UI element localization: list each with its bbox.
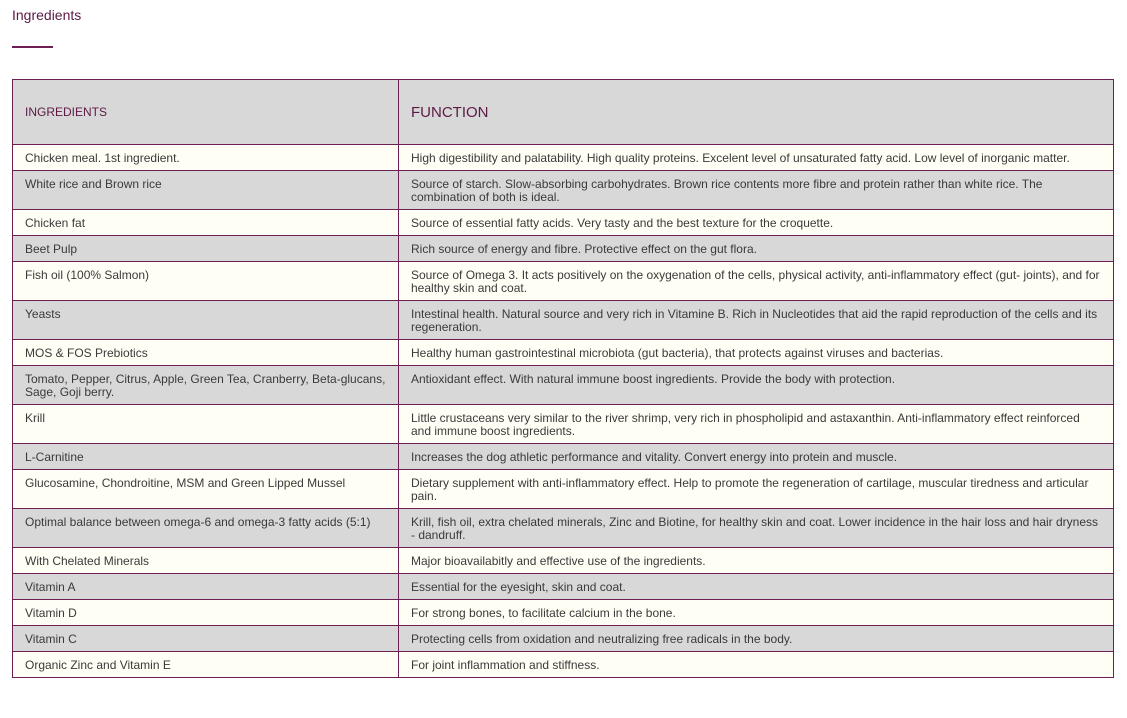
ingredient-cell: Glucosamine, Chondroitine, MSM and Green Lipped Mussel <box>13 470 399 509</box>
table-row <box>13 626 1114 652</box>
function-cell: Dietary supplement with anti-inflammatory effect. Help to promote the regeneration of cartilage, muscular tiredness and articular pain. <box>399 470 1114 509</box>
function-cell: Krill, fish oil, extra chelated minerals, Zinc and Biotine, for healthy skin and coat. Lower incidence in the hair loss and hair dryness - dandruff. <box>399 509 1114 548</box>
function-cell: Essential for the eyesight, skin and coat. <box>399 574 1114 600</box>
function-cell: Major bioavailabitly and effective use of the ingredients. <box>399 548 1114 574</box>
ingredient-cell: Chicken meal. 1st ingredient. <box>13 145 399 171</box>
table-row <box>13 509 1114 548</box>
table-row <box>13 236 1114 262</box>
function-cell: Source of Omega 3. It acts positively on the oxygenation of the cells, physical activity, anti-inflammatory effect (gut- joints), and for healthy skin and coat. <box>399 262 1114 301</box>
function-cell: Little crustaceans very similar to the river shrimp, very rich in phospholipid and astaxanthin. Anti-inflammatory effect reinforced and immune boost ingredients. <box>399 405 1114 444</box>
page-title: Ingredients <box>12 7 82 23</box>
ingredient-cell: Optimal balance between omega-6 and omega-3 fatty acids (5:1) <box>13 509 399 548</box>
table-row <box>13 145 1114 171</box>
table-row <box>13 301 1114 340</box>
ingredient-cell: Tomato, Pepper, Citrus, Apple, Green Tea, Cranberry, Beta-glucans, Sage, Goji berry. <box>13 366 399 405</box>
ingredient-cell: Beet Pulp <box>13 236 399 262</box>
table-row <box>13 600 1114 626</box>
function-cell: Increases the dog athletic performance and vitality. Convert energy into protein and muscle. <box>399 444 1114 470</box>
ingredient-cell: White rice and Brown rice <box>13 171 399 210</box>
ingredient-cell: Yeasts <box>13 301 399 340</box>
ingredient-cell: Chicken fat <box>13 210 399 236</box>
ingredient-cell: With Chelated Minerals <box>13 548 399 574</box>
column-header-function: FUNCTION <box>399 80 1114 145</box>
function-cell: Intestinal health. Natural source and very rich in Vitamine B. Rich in Nucleotides that aid the rapid reproduction of the cells and its regeneration. <box>399 301 1114 340</box>
ingredient-cell: Organic Zinc and Vitamin E <box>13 652 399 678</box>
function-cell: High digestibility and palatability. High quality proteins. Excelent level of unsaturated fatty acid. Low level of inorganic matter. <box>399 145 1114 171</box>
function-cell: Rich source of energy and fibre. Protective effect on the gut flora. <box>399 236 1114 262</box>
title-underline-divider <box>12 46 53 48</box>
ingredient-cell: Vitamin D <box>13 600 399 626</box>
ingredient-cell: Fish oil (100% Salmon) <box>13 262 399 301</box>
table-row <box>13 210 1114 236</box>
ingredient-cell: L-Carnitine <box>13 444 399 470</box>
table-row <box>13 548 1114 574</box>
function-cell: Healthy human gastrointestinal microbiota (gut bacteria), that protects against viruses and bacterias. <box>399 340 1114 366</box>
ingredients-table-container <box>12 79 1113 678</box>
table-row <box>13 470 1114 509</box>
ingredient-cell: Vitamin C <box>13 626 399 652</box>
ingredients-table <box>12 79 1114 678</box>
function-cell: Source of starch. Slow-absorbing carbohydrates. Brown rice contents more fibre and protein rather than white rice. The combination of both is ideal. <box>399 171 1114 210</box>
table-row <box>13 574 1114 600</box>
table-row <box>13 171 1114 210</box>
ingredient-cell: MOS & FOS Prebiotics <box>13 340 399 366</box>
table-header-row <box>13 80 1114 145</box>
function-cell: For joint inflammation and stiffness. <box>399 652 1114 678</box>
column-header-ingredients: INGREDIENTS <box>13 80 399 145</box>
ingredient-cell: Krill <box>13 405 399 444</box>
function-cell: For strong bones, to facilitate calcium in the bone. <box>399 600 1114 626</box>
function-cell: Protecting cells from oxidation and neutralizing free radicals in the body. <box>399 626 1114 652</box>
table-row <box>13 262 1114 301</box>
table-row <box>13 444 1114 470</box>
table-row <box>13 652 1114 678</box>
function-cell: Antioxidant effect. With natural immune boost ingredients. Provide the body with protection. <box>399 366 1114 405</box>
ingredient-cell: Vitamin A <box>13 574 399 600</box>
table-row <box>13 405 1114 444</box>
table-row <box>13 340 1114 366</box>
function-cell: Source of essential fatty acids. Very tasty and the best texture for the croquette. <box>399 210 1114 236</box>
table-row <box>13 366 1114 405</box>
